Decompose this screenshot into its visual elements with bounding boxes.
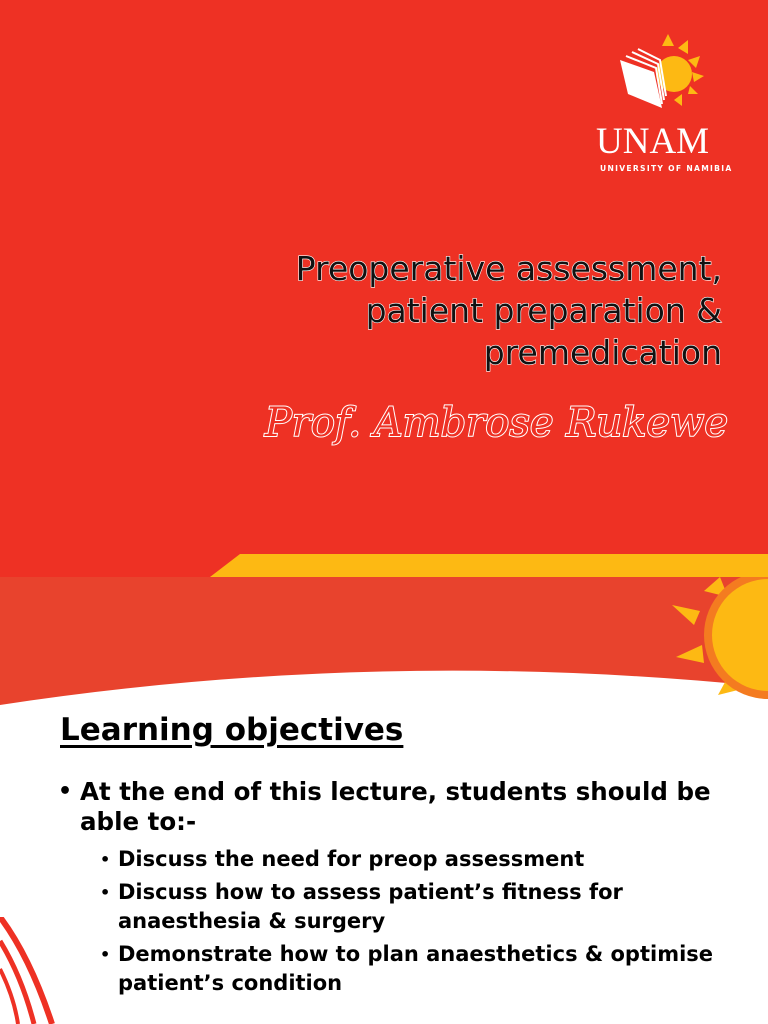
title-line-2: patient preparation & bbox=[365, 291, 722, 330]
main-bullet: • At the end of this lecture, students should be able to:- bbox=[56, 777, 736, 837]
objectives-list bbox=[56, 777, 736, 1002]
title-line-1: Preoperative assessment, bbox=[295, 249, 722, 288]
logo-subtitle: UNIVERSITY OF NAMIBIA bbox=[600, 164, 733, 173]
logo-wordmark: UNAM bbox=[596, 121, 710, 162]
sub-bullet-list bbox=[56, 845, 736, 998]
title-line-3: premedication bbox=[483, 333, 722, 372]
sub-bullet-item: • Discuss how to assess patient’s fitness for anaesthesia & surgery bbox=[94, 878, 736, 936]
header-band bbox=[0, 577, 768, 717]
sub-bullet-item: • Discuss the need for preop assessment bbox=[94, 845, 736, 874]
section-heading: Learning objectives bbox=[60, 712, 404, 748]
objectives-slide bbox=[0, 577, 768, 1024]
author-name: Prof. Ambrose Rukewe bbox=[264, 400, 728, 446]
corner-swoosh bbox=[0, 917, 120, 1024]
sub-bullet-item: • Demonstrate how to plan anaesthetics & optimise patient’s condition bbox=[94, 940, 736, 998]
